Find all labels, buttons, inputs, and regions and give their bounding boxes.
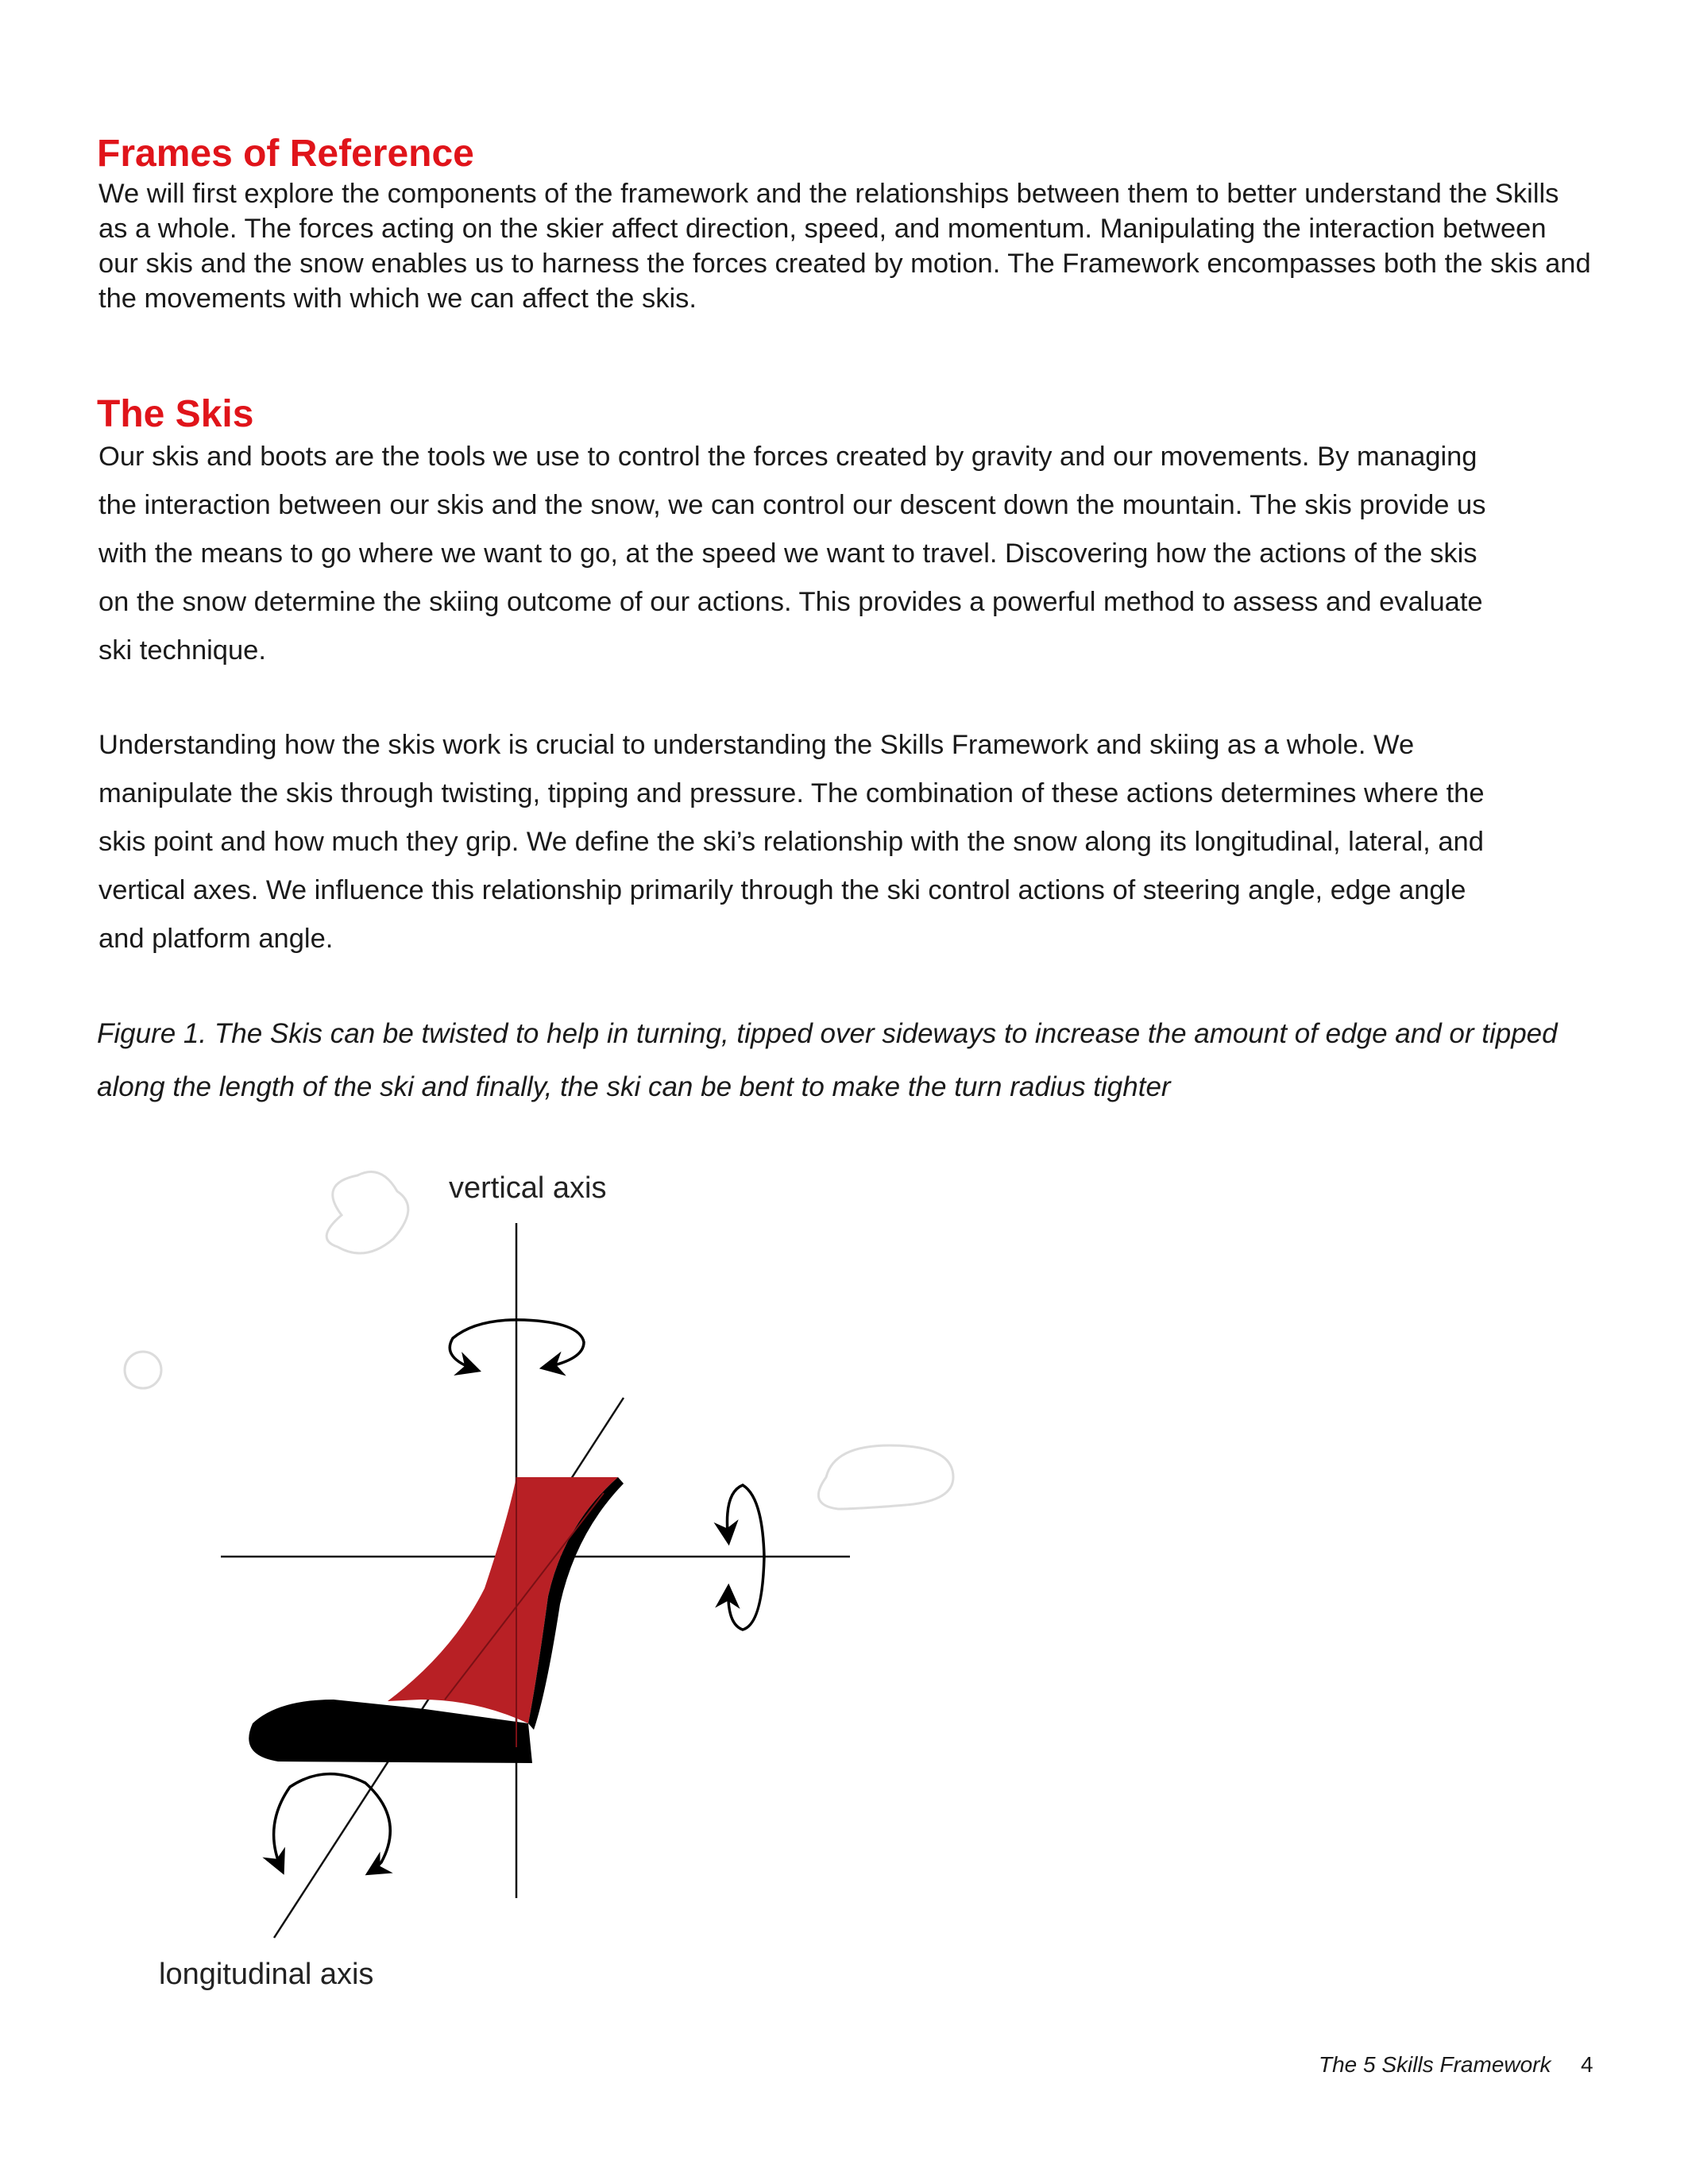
longitudinal-axis-label: longitudinal axis xyxy=(159,1958,374,1991)
section-title-frames: Frames of Reference xyxy=(97,133,474,175)
section-title-skis: The Skis xyxy=(97,393,254,435)
cloud-decoration xyxy=(125,1172,953,1510)
figure-caption: Figure 1. The Skis can be twisted to help in turning, tipped over sideways to increase the amount of edge and or tipped along the length of the ski and finally, the ski can be bent to make the turn radius tighter xyxy=(97,1018,1558,1102)
ski-axes-figure xyxy=(0,1144,993,2001)
skis-paragraph-2: Understanding how the skis work is crucial to understanding the Skills Framework and skiing as a whole. We manipulate the skis through twisting, tipping and pressure. The combination of these actions determines where the skis point and how much they grip. We define the ski’s relationship with the snow along its longitudinal, lateral, and vertical axes. We influence this relationship primarily through the ski control actions of steering angle, edge angle and platform angle. xyxy=(98,730,1485,954)
frames-paragraph: We will first explore the components of the framework and the relationships between them to better understand the Skills as a whole. The forces acting on the skier affect direction, speed, and momentum. Manipulating the interaction between our skis and the snow enables us to harness the forces created by motion. The Framework encompasses both the skis and the movements with which we can affect the skis. xyxy=(98,179,1591,314)
page-number: 4 xyxy=(1581,2052,1593,2077)
footer-title: The 5 Skills Framework xyxy=(1319,2052,1551,2077)
skis-paragraph-1: Our skis and boots are the tools we use to control the forces created by gravity and our movements. By managing the interaction between our skis and the snow, we can control our descent down the mountain. The skis provide us with the means to go where we want to go, at the speed we want to travel. Discovering how the actions of the skis on the snow determine the skiing outcome of our actions. This provides a powerful method to assess and evaluate ski technique. xyxy=(98,442,1486,666)
ski-top-surface xyxy=(388,1477,618,1723)
vertical-axis-label: vertical axis xyxy=(449,1171,607,1205)
longitudinal-rotation-arrow xyxy=(274,1774,391,1873)
ski-base xyxy=(249,1700,532,1763)
ski-shape xyxy=(249,1477,624,1763)
